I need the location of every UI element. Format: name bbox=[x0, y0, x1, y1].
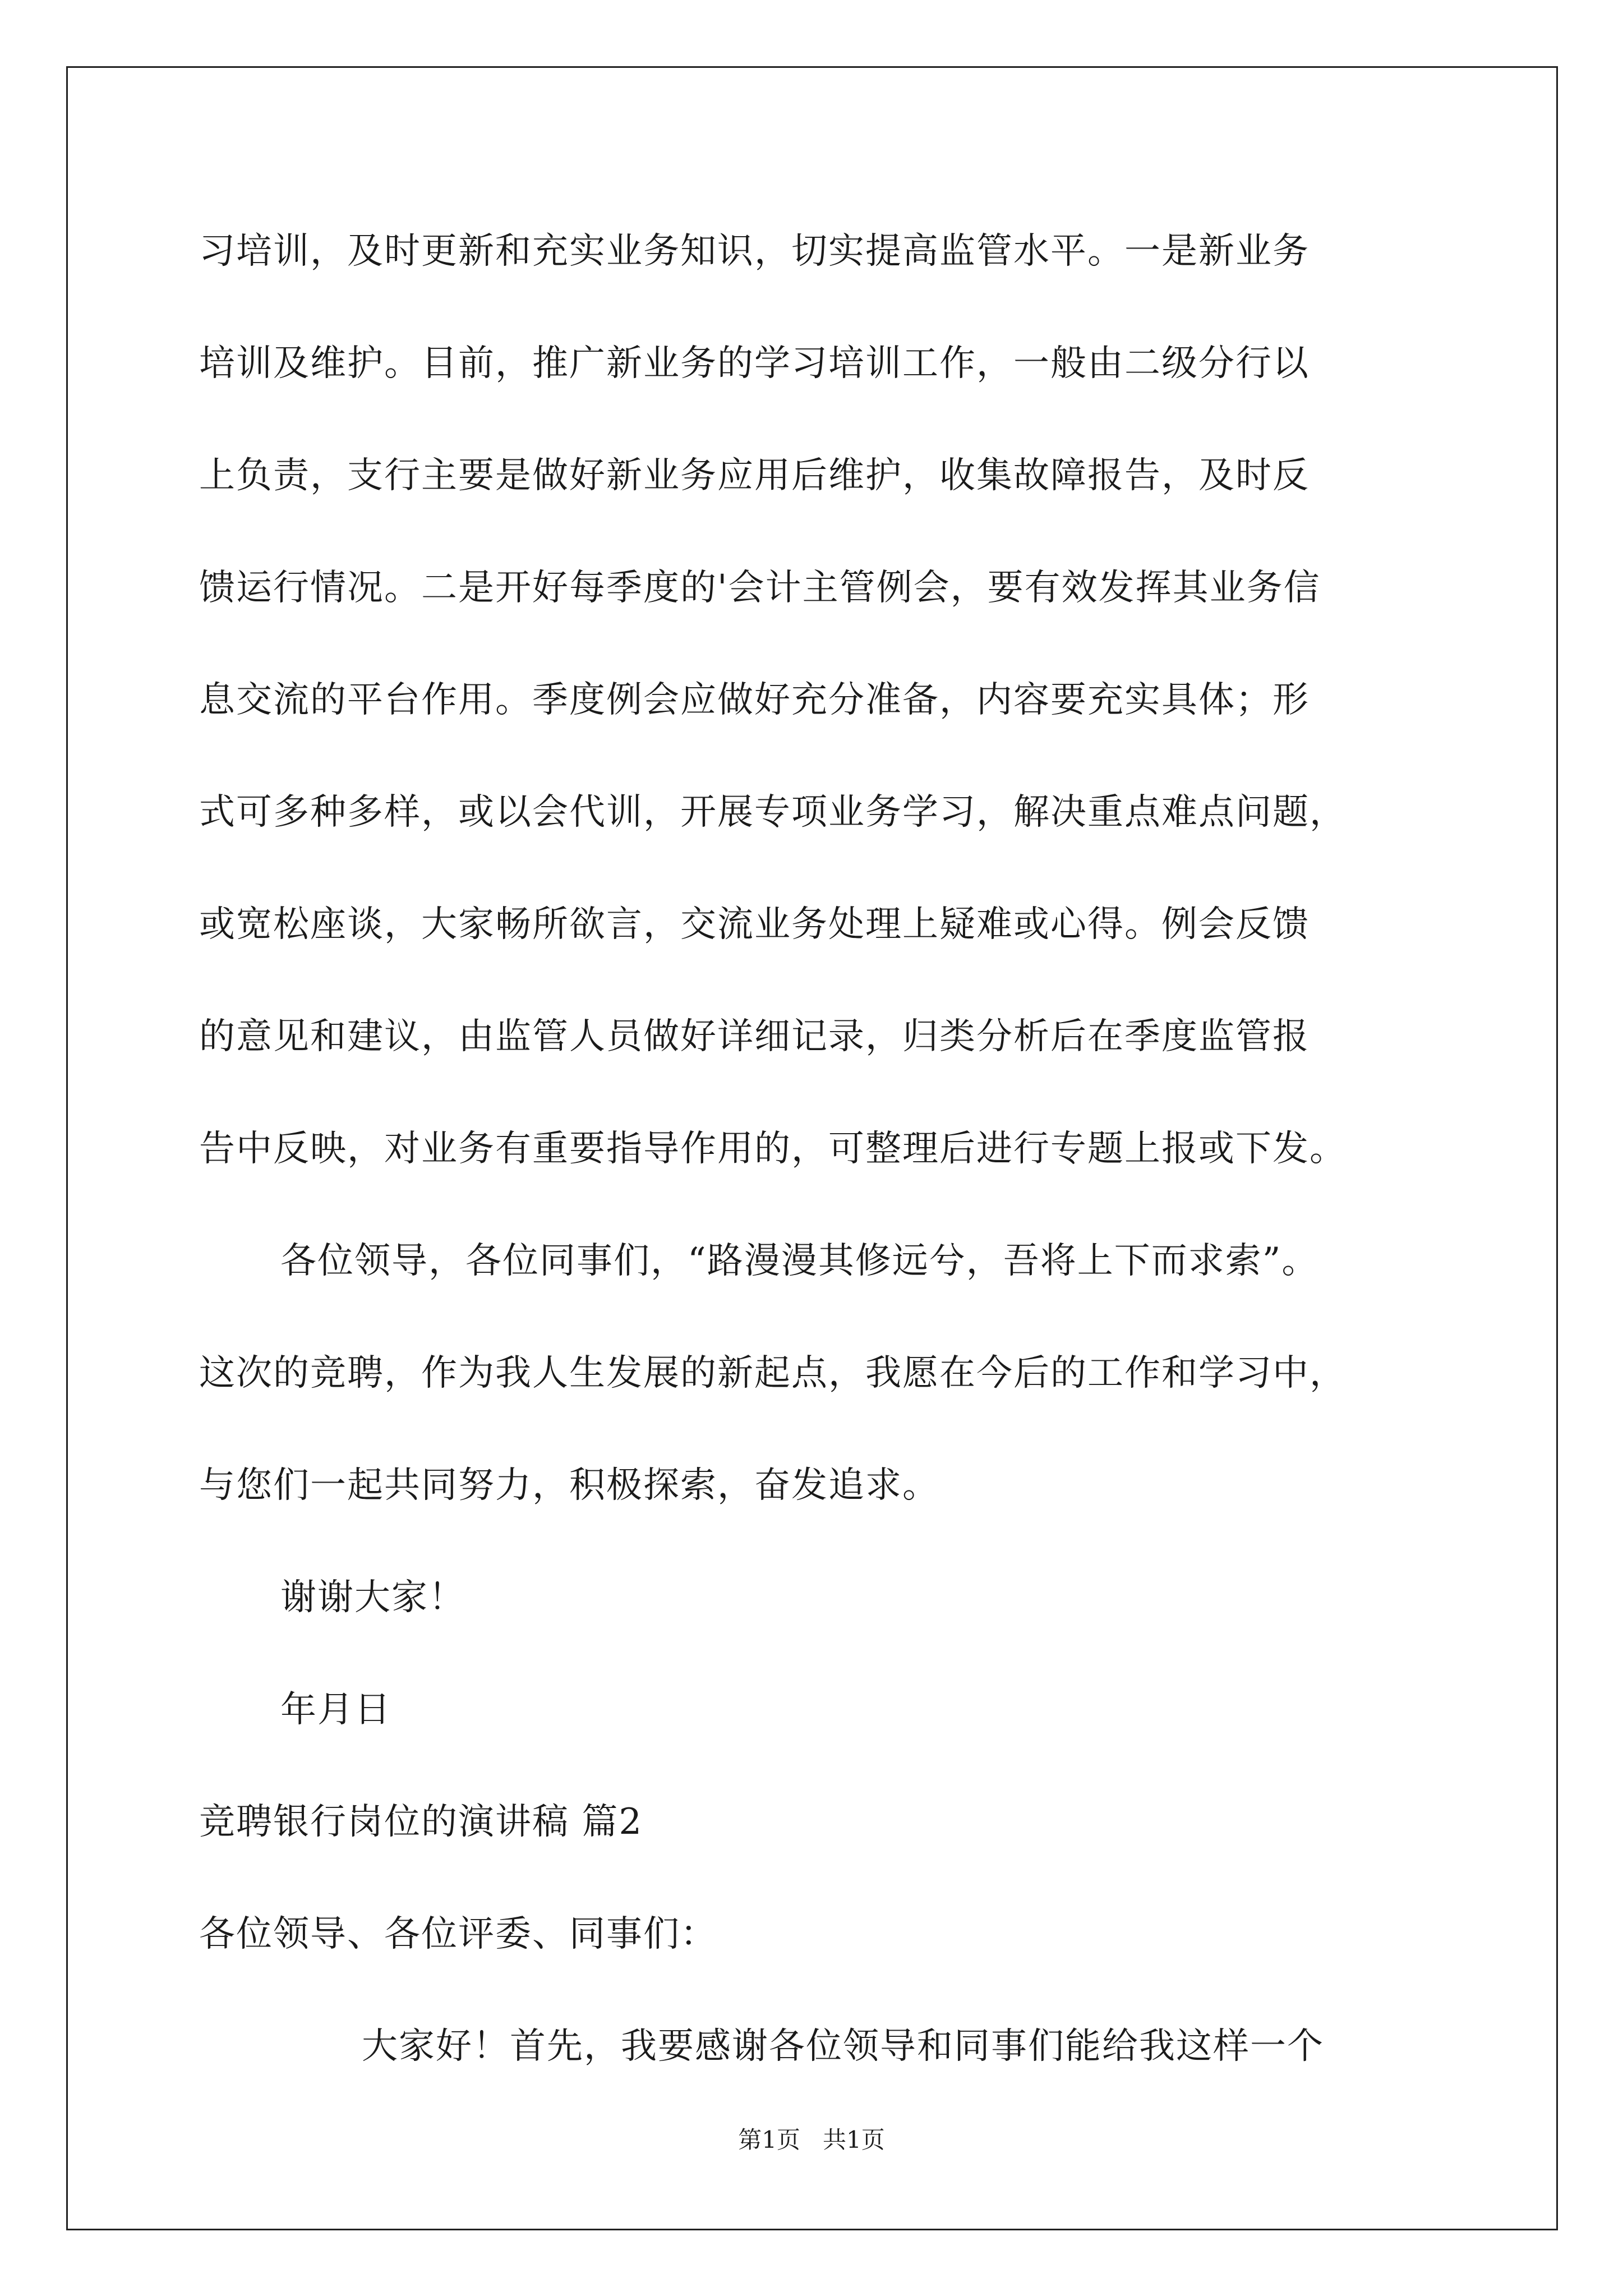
paragraph-line: 告中反映，对业务有重要指导作用的，可整理后进行专题上报或下发。 bbox=[199, 1128, 1347, 1170]
paragraph-line: 大家好！首先，我要感谢各位领导和同事们能给我这样一个 bbox=[362, 2026, 1324, 2067]
paragraph-line: 式可多种多样，或以会代训，开展专项业务学习，解决重点难点问题， bbox=[199, 792, 1347, 833]
paragraph-line: 培训及维护。目前，推广新业务的学习培训工作，一般由二级分行以 bbox=[199, 343, 1310, 384]
date-line: 年月日 bbox=[280, 1689, 391, 1731]
paragraph-line: 这次的竞聘，作为我人生发展的新起点，我愿在今后的工作和学习中， bbox=[199, 1352, 1347, 1394]
paragraph-line: 各位领导，各位同事们，“路漫漫其修远兮，吾将上下而求索”。 bbox=[280, 1240, 1319, 1282]
paragraph-line: 馈运行情况。二是开好每季度的'会计主管例会，要有效发挥其业务信 bbox=[199, 567, 1321, 609]
page-footer: 第1页 共1页 bbox=[738, 2126, 885, 2154]
paragraph-line: 与您们一起共同努力，积极探索，奋发追求。 bbox=[199, 1465, 939, 1506]
paragraph-line: 或宽松座谈，大家畅所欲言，交流业务处理上疑难或心得。例会反馈 bbox=[199, 904, 1310, 945]
section-heading: 竞聘银行岗位的演讲稿 篇2 bbox=[199, 1801, 643, 1843]
paragraph-line: 息交流的平台作用。季度例会应做好充分准备，内容要充实具体；形 bbox=[199, 679, 1310, 721]
salutation: 各位领导、各位评委、同事们： bbox=[199, 1913, 717, 1955]
paragraph-line: 习培训，及时更新和充实业务知识，切实提高监管水平。一是新业务 bbox=[199, 231, 1310, 272]
paragraph-line: 的意见和建议，由监管人员做好详细记录，归类分析后在季度监管报 bbox=[199, 1016, 1310, 1057]
paragraph-line: 上负责，支行主要是做好新业务应用后维护，收集故障报告，及时反 bbox=[199, 455, 1310, 496]
closing-thanks: 谢谢大家！ bbox=[280, 1577, 465, 1618]
